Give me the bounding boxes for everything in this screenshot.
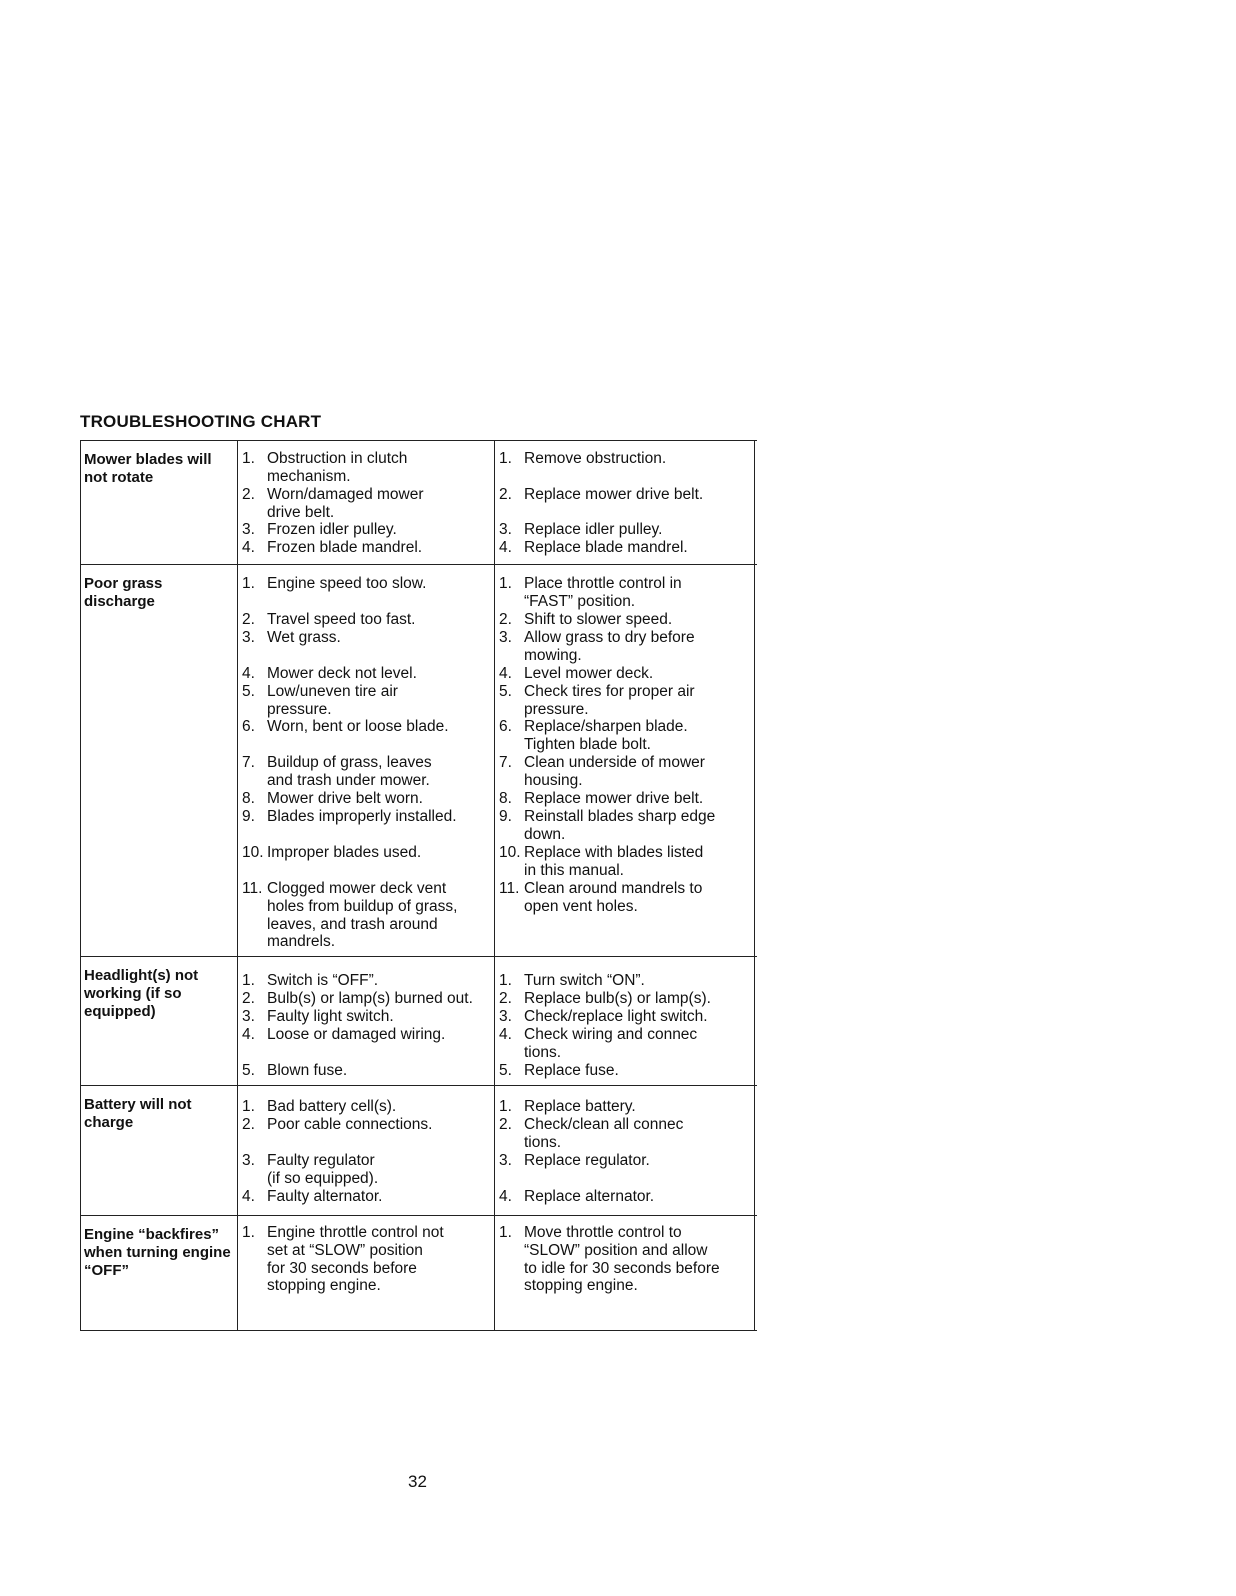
cause-item — [242, 790, 423, 808]
cause-item-number: 11. — [242, 880, 263, 897]
remedy-item-number: 2. — [499, 1116, 512, 1133]
column-divider — [80, 957, 81, 1085]
remedy-item — [499, 790, 703, 808]
remedy-item-number: 2. — [499, 611, 512, 628]
cause-item-text: Faulty alternator. — [267, 1188, 383, 1205]
cause-item-text: Wet grass. — [267, 629, 341, 646]
remedy-item-number: 2. — [499, 486, 512, 503]
cause-item — [242, 1098, 396, 1116]
cause-item — [242, 486, 424, 522]
remedy-item-text: Turn switch “ON”. — [524, 972, 645, 989]
cause-item-number: 5. — [242, 1062, 255, 1079]
remedy-item-text: Replace blade mandrel. — [524, 539, 688, 556]
remedy-item — [499, 1008, 708, 1026]
column-divider — [237, 957, 238, 1085]
cause-item-text: Worn/damaged mower drive belt. — [267, 486, 424, 521]
remedy-item-number: 6. — [499, 718, 512, 735]
cause-item — [242, 1152, 378, 1188]
problem-label: Headlight(s) not working (if so equipped) — [84, 967, 199, 1020]
page-number: 32 — [408, 1472, 427, 1491]
problem-label: Poor grass discharge — [84, 575, 163, 610]
cause-item-text: Travel speed too fast. — [267, 611, 416, 628]
remedy-item-number: 1. — [499, 450, 512, 467]
remedy-item-text: Replace mower drive belt. — [524, 790, 704, 807]
cause-item-number: 2. — [242, 1116, 255, 1133]
remedy-item — [499, 1152, 650, 1170]
remedy-item — [499, 575, 682, 611]
problem-label: Engine “backfires” when turning engine “OFF” — [84, 1226, 231, 1279]
column-divider — [494, 441, 495, 564]
remedy-item — [499, 486, 703, 504]
troubleshooting-chart — [80, 440, 757, 1331]
cause-item-number: 1. — [242, 450, 255, 467]
cause-item-text: Blown fuse. — [267, 1062, 348, 1079]
remedy-item-number: 4. — [499, 1188, 512, 1205]
problem-label: Mower blades will not rotate — [84, 451, 212, 486]
remedy-item-number: 5. — [499, 683, 512, 700]
column-divider — [494, 957, 495, 1085]
remedy-item-text: Replace mower drive belt. — [524, 486, 704, 503]
remedy-item-number: 8. — [499, 790, 512, 807]
remedy-item-text: Reinstall blades sharp edge down. — [524, 808, 716, 843]
remedy-item — [499, 1098, 636, 1116]
table-row — [80, 565, 757, 957]
cause-item-number: 4. — [242, 1026, 255, 1043]
cause-item — [242, 972, 378, 990]
cause-item-number: 3. — [242, 1152, 255, 1169]
cause-item-text: Faulty regulator (if so equipped). — [267, 1152, 379, 1187]
cause-item-text: Buildup of grass, leaves and trash under mower. — [267, 754, 432, 789]
table-row — [80, 957, 757, 1086]
remedy-item-text: Check/replace light switch. — [524, 1008, 708, 1025]
column-divider — [80, 1216, 81, 1330]
remedy-item — [499, 718, 688, 754]
cause-item-text: Engine speed too slow. — [267, 575, 427, 592]
cause-item — [242, 1026, 445, 1044]
cause-item — [242, 718, 449, 736]
cause-item — [242, 521, 397, 539]
cause-item — [242, 844, 421, 862]
remedy-item-number: 9. — [499, 808, 512, 825]
cause-item-number: 9. — [242, 808, 255, 825]
remedy-item-number: 11. — [499, 880, 520, 897]
column-divider — [754, 441, 755, 564]
remedy-item-number: 3. — [499, 1008, 512, 1025]
cause-item — [242, 539, 422, 557]
column-divider — [80, 441, 81, 564]
column-divider — [80, 565, 81, 956]
column-divider — [237, 565, 238, 956]
cause-item-text: Switch is “OFF”. — [267, 972, 379, 989]
column-divider — [754, 1216, 755, 1330]
remedy-item-number: 3. — [499, 1152, 512, 1169]
column-divider — [494, 565, 495, 956]
remedy-item-number: 3. — [499, 629, 512, 646]
remedy-item-text: Replace idler pulley. — [524, 521, 663, 538]
remedy-item-text: Replace battery. — [524, 1098, 636, 1115]
cause-item-text: Obstruction in clutch mechanism. — [267, 450, 408, 485]
cause-item-text: Mower deck not level. — [267, 665, 417, 682]
column-divider — [237, 441, 238, 564]
remedy-item-number: 4. — [499, 1026, 512, 1043]
remedy-item-number: 1. — [499, 972, 512, 989]
remedy-item-text: Clean around mandrels to open vent holes. — [524, 880, 703, 915]
remedy-item-text: Replace with blades listed in this manual. — [524, 844, 704, 879]
cause-item-text: Frozen blade mandrel. — [267, 539, 423, 556]
cause-item — [242, 450, 407, 486]
remedy-item — [499, 539, 688, 557]
remedy-item-text: Shift to slower speed. — [524, 611, 673, 628]
cause-item-text: Loose or damaged wiring. — [267, 1026, 446, 1043]
cause-item-text: Bulb(s) or lamp(s) burned out. — [267, 990, 473, 1007]
remedy-item-number: 7. — [499, 754, 512, 771]
cause-item — [242, 880, 457, 951]
cause-item-text: Blades improperly installed. — [267, 808, 457, 825]
column-divider — [754, 565, 755, 956]
cause-item-number: 1. — [242, 575, 255, 592]
table-row — [80, 1086, 757, 1216]
remedy-item-number: 1. — [499, 1224, 512, 1241]
remedy-item-text: Remove obstruction. — [524, 450, 667, 467]
cause-item-text: Frozen idler pulley. — [267, 521, 397, 538]
page-title: TROUBLESHOOTING CHART — [80, 412, 322, 431]
cause-item-text: Low/uneven tire air pressure. — [267, 683, 398, 718]
remedy-item-text: Replace alternator. — [524, 1188, 655, 1205]
remedy-item-text: Move throttle control to “SLOW” position and allow to idle for 30 seconds before stopping engine. — [524, 1224, 720, 1295]
cause-item — [242, 629, 341, 647]
column-divider — [80, 1086, 81, 1215]
remedy-item — [499, 629, 695, 665]
column-divider — [494, 1086, 495, 1215]
remedy-item-text: Clean underside of mower housing. — [524, 754, 705, 789]
cause-item-number: 2. — [242, 990, 255, 1007]
remedy-item — [499, 880, 702, 916]
column-divider — [754, 1086, 755, 1215]
remedy-item-text: Replace bulb(s) or lamp(s). — [524, 990, 711, 1007]
cause-item-text: Mower drive belt worn. — [267, 790, 423, 807]
remedy-item-text: Check/clean all connec tions. — [524, 1116, 684, 1151]
column-divider — [754, 957, 755, 1085]
remedy-item-text: Allow grass to dry before mowing. — [524, 629, 695, 664]
table-row — [80, 1216, 757, 1331]
cause-item-number: 7. — [242, 754, 255, 771]
remedy-item — [499, 990, 711, 1008]
remedy-item — [499, 683, 695, 719]
remedy-item — [499, 665, 653, 683]
cause-item-number: 8. — [242, 790, 255, 807]
cause-item-number: 1. — [242, 1098, 255, 1115]
column-divider — [494, 1216, 495, 1330]
remedy-item — [499, 844, 703, 880]
remedy-item-text: Replace fuse. — [524, 1062, 619, 1079]
remedy-item — [499, 808, 715, 844]
remedy-item — [499, 1062, 619, 1080]
remedy-item-number: 5. — [499, 1062, 512, 1079]
remedy-item-number: 4. — [499, 665, 512, 682]
cause-item-number: 5. — [242, 683, 255, 700]
cause-item — [242, 1062, 347, 1080]
remedy-item — [499, 521, 662, 539]
remedy-item — [499, 1188, 654, 1206]
cause-item-number: 3. — [242, 629, 255, 646]
remedy-item-number: 2. — [499, 990, 512, 1007]
cause-item — [242, 683, 398, 719]
cause-item-number: 3. — [242, 1008, 255, 1025]
cause-item — [242, 1224, 444, 1295]
cause-item-number: 2. — [242, 486, 255, 503]
cause-item-number: 10. — [242, 844, 264, 861]
remedy-item — [499, 450, 666, 468]
cause-item-number: 1. — [242, 1224, 255, 1241]
cause-item-text: Worn, bent or loose blade. — [267, 718, 449, 735]
cause-item-text: Faulty light switch. — [267, 1008, 394, 1025]
cause-item — [242, 1116, 432, 1134]
cause-item-number: 6. — [242, 718, 255, 735]
cause-item — [242, 665, 417, 683]
column-divider — [237, 1086, 238, 1215]
remedy-item — [499, 611, 672, 629]
cause-item-text: Clogged mower deck vent holes from buildup of grass, leaves, and trash around mandrels. — [267, 880, 458, 951]
cause-item — [242, 575, 426, 593]
cause-item-text: Bad battery cell(s). — [267, 1098, 397, 1115]
remedy-item — [499, 754, 705, 790]
remedy-item-text: Check wiring and connec tions. — [524, 1026, 698, 1061]
remedy-item — [499, 1026, 697, 1062]
cause-item — [242, 754, 432, 790]
remedy-item — [499, 1116, 683, 1152]
remedy-item-text: Level mower deck. — [524, 665, 654, 682]
cause-item-number: 4. — [242, 1188, 255, 1205]
remedy-item-text: Place throttle control in “FAST” position. — [524, 575, 682, 610]
remedy-item-number: 3. — [499, 521, 512, 538]
cause-item-number: 1. — [242, 972, 255, 989]
remedy-item-text: Check tires for proper air pressure. — [524, 683, 695, 718]
table-row — [80, 440, 757, 565]
remedy-item-number: 1. — [499, 1098, 512, 1115]
cause-item — [242, 990, 473, 1008]
cause-item-text: Poor cable connections. — [267, 1116, 433, 1133]
remedy-item — [499, 972, 645, 990]
column-divider — [237, 1216, 238, 1330]
cause-item-number: 2. — [242, 611, 255, 628]
remedy-item-number: 4. — [499, 539, 512, 556]
remedy-item — [499, 1224, 720, 1295]
cause-item-text: Engine throttle control not set at “SLOW” position for 30 seconds before stopping engine. — [267, 1224, 444, 1295]
remedy-item-number: 1. — [499, 575, 512, 592]
problem-label: Battery will not charge — [84, 1096, 192, 1131]
cause-item — [242, 1188, 382, 1206]
remedy-item-text: Replace regulator. — [524, 1152, 650, 1169]
cause-item-number: 4. — [242, 665, 255, 682]
cause-item-number: 3. — [242, 521, 255, 538]
cause-item-text: Improper blades used. — [267, 844, 422, 861]
cause-item — [242, 611, 415, 629]
remedy-item-text: Replace/sharpen blade. Tighten blade bolt. — [524, 718, 688, 753]
remedy-item-number: 10. — [499, 844, 521, 861]
cause-item — [242, 808, 457, 826]
cause-item-number: 4. — [242, 539, 255, 556]
cause-item — [242, 1008, 394, 1026]
